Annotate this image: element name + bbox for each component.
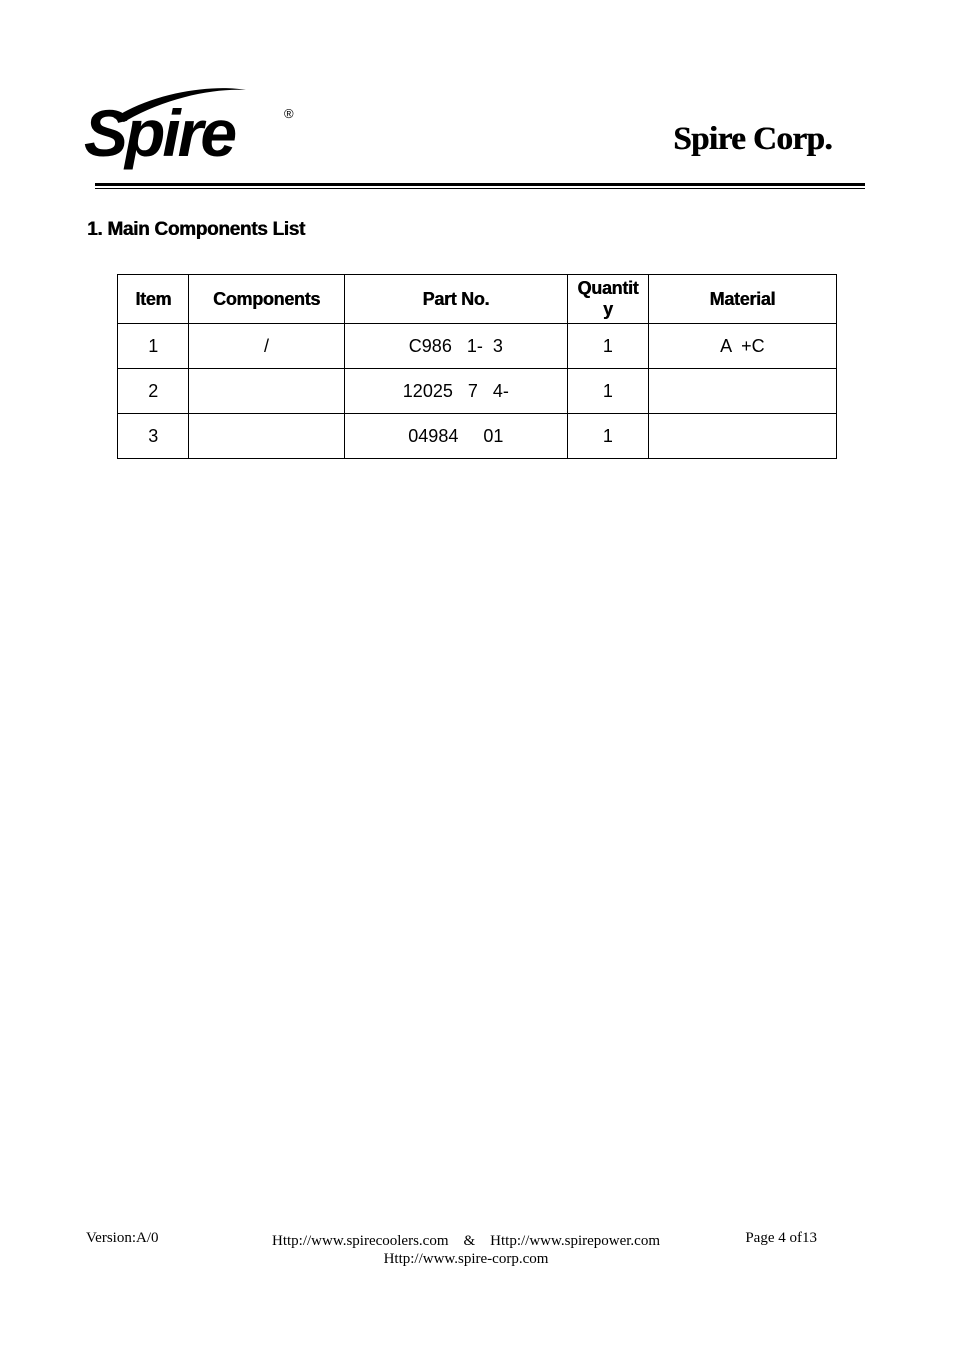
cell-quantity: 1 bbox=[568, 324, 649, 369]
table-row bbox=[118, 369, 837, 414]
cell-part-no: C986 1- 3 bbox=[344, 324, 568, 369]
cell-quantity: 1 bbox=[568, 414, 649, 459]
table-row bbox=[118, 324, 837, 369]
cell-part-no: 12025 7 4- bbox=[344, 369, 568, 414]
table-row bbox=[118, 414, 837, 459]
cell-components bbox=[189, 369, 344, 414]
spire-logo bbox=[84, 84, 302, 176]
cell-material: A +C bbox=[648, 324, 836, 369]
header-material: Material bbox=[648, 275, 836, 324]
footer-page-number: Page 4 of13 bbox=[745, 1230, 817, 1246]
cell-material bbox=[648, 369, 836, 414]
cell-part-no: 04984 01 bbox=[344, 414, 568, 459]
footer-link-line-1: Http://www.spirecoolers.com & Http://www.spirepower.com bbox=[272, 1233, 660, 1249]
cell-quantity: 1 bbox=[568, 369, 649, 414]
header-part-no: Part No. bbox=[344, 275, 568, 324]
footer-link-line-2: Http://www.spire-corp.com bbox=[383, 1251, 549, 1267]
footer-links bbox=[230, 1232, 702, 1268]
cell-components: / bbox=[189, 324, 344, 369]
header-item: Item bbox=[118, 275, 189, 324]
cell-material bbox=[648, 414, 836, 459]
company-name: Spire Corp. bbox=[673, 121, 832, 157]
section-title: 1. Main Components List bbox=[87, 219, 305, 240]
cell-item: 2 bbox=[118, 369, 189, 414]
footer-version: Version:A/0 bbox=[86, 1230, 159, 1246]
cell-components bbox=[189, 414, 344, 459]
header-components: Components bbox=[189, 275, 344, 324]
components-table bbox=[117, 274, 837, 459]
logo-wordmark: Spire bbox=[84, 96, 235, 170]
cell-item: 1 bbox=[118, 324, 189, 369]
registered-mark-icon: ® bbox=[284, 106, 294, 121]
header-divider-thin bbox=[95, 188, 865, 189]
header-divider-thick bbox=[95, 183, 865, 186]
table-header-row bbox=[118, 275, 837, 324]
cell-item: 3 bbox=[118, 414, 189, 459]
header-quantity: Quantity bbox=[568, 275, 649, 324]
